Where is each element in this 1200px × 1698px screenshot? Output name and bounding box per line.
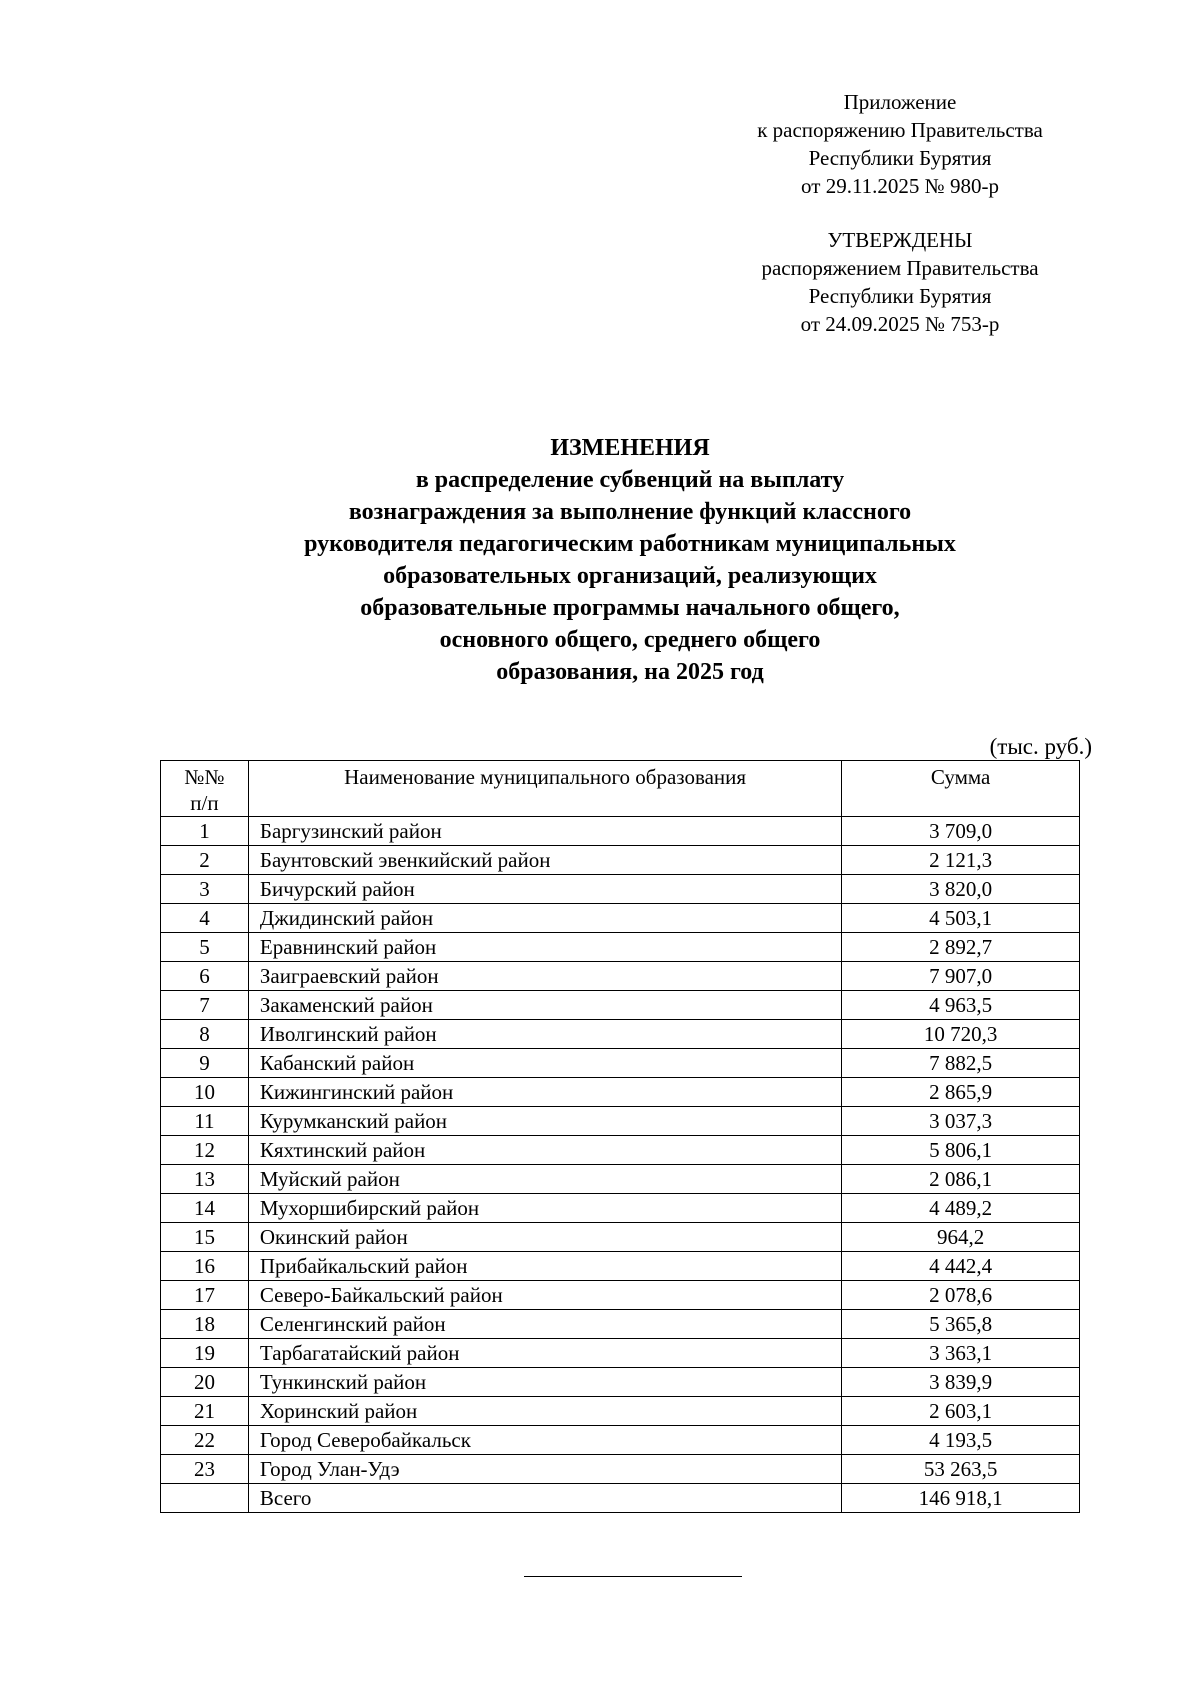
- approval-line: Республики Бурятия: [808, 284, 992, 308]
- row-name: Заиграевский район: [248, 962, 841, 991]
- row-sum: 4 503,1: [842, 904, 1080, 933]
- row-number: 4: [161, 904, 249, 933]
- total-sum: 146 918,1: [842, 1484, 1080, 1513]
- header-number: [161, 761, 249, 817]
- row-number: 8: [161, 1020, 249, 1049]
- table-row: [161, 1165, 1080, 1194]
- row-number: 17: [161, 1281, 249, 1310]
- row-sum: 2 121,3: [842, 846, 1080, 875]
- table-row: [161, 1223, 1080, 1252]
- header-number-line: п/п: [190, 791, 219, 815]
- row-name: Селенгинский район: [248, 1310, 841, 1339]
- table-row: [161, 991, 1080, 1020]
- row-name: Город Улан-Удэ: [248, 1455, 841, 1484]
- row-name: Прибайкальский район: [248, 1252, 841, 1281]
- row-number: 5: [161, 933, 249, 962]
- row-sum: 53 263,5: [842, 1455, 1080, 1484]
- title-line: руководителя педагогическим работникам муниципальных: [304, 531, 956, 557]
- table-row: [161, 1455, 1080, 1484]
- row-number: 10: [161, 1078, 249, 1107]
- row-sum: 3 037,3: [842, 1107, 1080, 1136]
- row-name: Кабанский район: [248, 1049, 841, 1078]
- title-line: в распределение субвенций на выплату: [415, 467, 845, 493]
- row-sum: 3 709,0: [842, 817, 1080, 846]
- table-row: [161, 1049, 1080, 1078]
- table-row: [161, 933, 1080, 962]
- approval-line: УТВЕРЖДЕНЫ: [827, 228, 973, 252]
- row-sum: 964,2: [842, 1223, 1080, 1252]
- row-name: Иволгинский район: [248, 1020, 841, 1049]
- end-divider: [524, 1576, 742, 1577]
- row-number: 3: [161, 875, 249, 904]
- row-sum: 2 603,1: [842, 1397, 1080, 1426]
- row-sum: 2 086,1: [842, 1165, 1080, 1194]
- row-name: Курумканский район: [248, 1107, 841, 1136]
- appendix-line: Приложение: [843, 90, 957, 114]
- row-name: Мухоршибирский район: [248, 1194, 841, 1223]
- row-number: 12: [161, 1136, 249, 1165]
- row-sum: 7 907,0: [842, 962, 1080, 991]
- row-sum: 4 489,2: [842, 1194, 1080, 1223]
- row-sum: 3 363,1: [842, 1339, 1080, 1368]
- row-number: 11: [161, 1107, 249, 1136]
- row-sum: 2 865,9: [842, 1078, 1080, 1107]
- table-body: [161, 817, 1080, 1513]
- table-row: [161, 1397, 1080, 1426]
- table-row: [161, 1136, 1080, 1165]
- row-sum: 4 963,5: [842, 991, 1080, 1020]
- row-number: 23: [161, 1455, 249, 1484]
- total-number: [161, 1484, 249, 1513]
- table-row: [161, 1107, 1080, 1136]
- row-number: 18: [161, 1310, 249, 1339]
- row-sum: 5 806,1: [842, 1136, 1080, 1165]
- appendix-line: к распоряжению Правительства: [757, 118, 1043, 142]
- table-row: [161, 875, 1080, 904]
- title-line: основного общего, среднего общего: [439, 627, 821, 653]
- title-line: образования, на 2025 год: [496, 659, 764, 685]
- appendix-line: Республики Бурятия: [808, 146, 992, 170]
- row-sum: 5 365,8: [842, 1310, 1080, 1339]
- title-line: образовательных организаций, реализующих: [383, 563, 877, 589]
- allocation-table: [160, 760, 1080, 1513]
- total-row: [161, 1484, 1080, 1513]
- table-row: [161, 1310, 1080, 1339]
- row-number: 22: [161, 1426, 249, 1455]
- unit-note: (тыс. руб.): [989, 734, 1092, 759]
- row-name: Тункинский район: [248, 1368, 841, 1397]
- table-row: [161, 846, 1080, 875]
- row-number: 1: [161, 817, 249, 846]
- row-name: Хоринский район: [248, 1397, 841, 1426]
- table-row: [161, 1281, 1080, 1310]
- table-row: [161, 962, 1080, 991]
- row-sum: 2 078,6: [842, 1281, 1080, 1310]
- row-sum: 4 193,5: [842, 1426, 1080, 1455]
- row-name: Город Северобайкальск: [248, 1426, 841, 1455]
- row-number: 20: [161, 1368, 249, 1397]
- header-name: Наименование муниципального образования: [248, 761, 841, 817]
- row-sum: 3 820,0: [842, 875, 1080, 904]
- row-number: 13: [161, 1165, 249, 1194]
- row-number: 9: [161, 1049, 249, 1078]
- row-name: Закаменский район: [248, 991, 841, 1020]
- total-label: Всего: [248, 1484, 841, 1513]
- table-row: [161, 1194, 1080, 1223]
- approval-reference: [700, 226, 1100, 338]
- row-sum: 4 442,4: [842, 1252, 1080, 1281]
- row-number: 14: [161, 1194, 249, 1223]
- appendix-line: от 29.11.2025 № 980-р: [801, 174, 999, 198]
- row-name: Тарбагатайский район: [248, 1339, 841, 1368]
- row-number: 16: [161, 1252, 249, 1281]
- table-row: [161, 1368, 1080, 1397]
- title-line: вознаграждения за выполнение функций классного: [348, 499, 912, 525]
- row-sum: 7 882,5: [842, 1049, 1080, 1078]
- title-line: образовательные программы начального общего,: [360, 595, 900, 621]
- row-name: Бичурский район: [248, 875, 841, 904]
- header-sum: Сумма: [842, 761, 1080, 817]
- row-sum: 10 720,3: [842, 1020, 1080, 1049]
- row-number: 19: [161, 1339, 249, 1368]
- row-number: 7: [161, 991, 249, 1020]
- row-name: Северо-Байкальский район: [248, 1281, 841, 1310]
- row-name: Еравнинский район: [248, 933, 841, 962]
- appendix-reference: [700, 88, 1100, 200]
- approval-line: распоряжением Правительства: [761, 256, 1039, 280]
- row-name: Окинский район: [248, 1223, 841, 1252]
- table-header-row: [161, 761, 1080, 817]
- row-number: 21: [161, 1397, 249, 1426]
- row-number: 15: [161, 1223, 249, 1252]
- row-sum: 2 892,7: [842, 933, 1080, 962]
- row-number: 6: [161, 962, 249, 991]
- row-number: 2: [161, 846, 249, 875]
- approval-line: от 24.09.2025 № 753-р: [800, 312, 1000, 336]
- title-line: ИЗМЕНЕНИЯ: [550, 435, 710, 461]
- table-row: [161, 1078, 1080, 1107]
- row-name: Баргузинский район: [248, 817, 841, 846]
- table-row: [161, 1020, 1080, 1049]
- row-name: Кижингинский район: [248, 1078, 841, 1107]
- row-name: Баунтовский эвенкийский район: [248, 846, 841, 875]
- document-title: [150, 432, 1110, 688]
- table-row: [161, 1339, 1080, 1368]
- row-name: Джидинский район: [248, 904, 841, 933]
- table-row: [161, 817, 1080, 846]
- row-name: Кяхтинский район: [248, 1136, 841, 1165]
- row-sum: 3 839,9: [842, 1368, 1080, 1397]
- header-number-line: №№: [184, 765, 225, 789]
- table-row: [161, 1252, 1080, 1281]
- row-name: Муйский район: [248, 1165, 841, 1194]
- table-row: [161, 1426, 1080, 1455]
- table-row: [161, 904, 1080, 933]
